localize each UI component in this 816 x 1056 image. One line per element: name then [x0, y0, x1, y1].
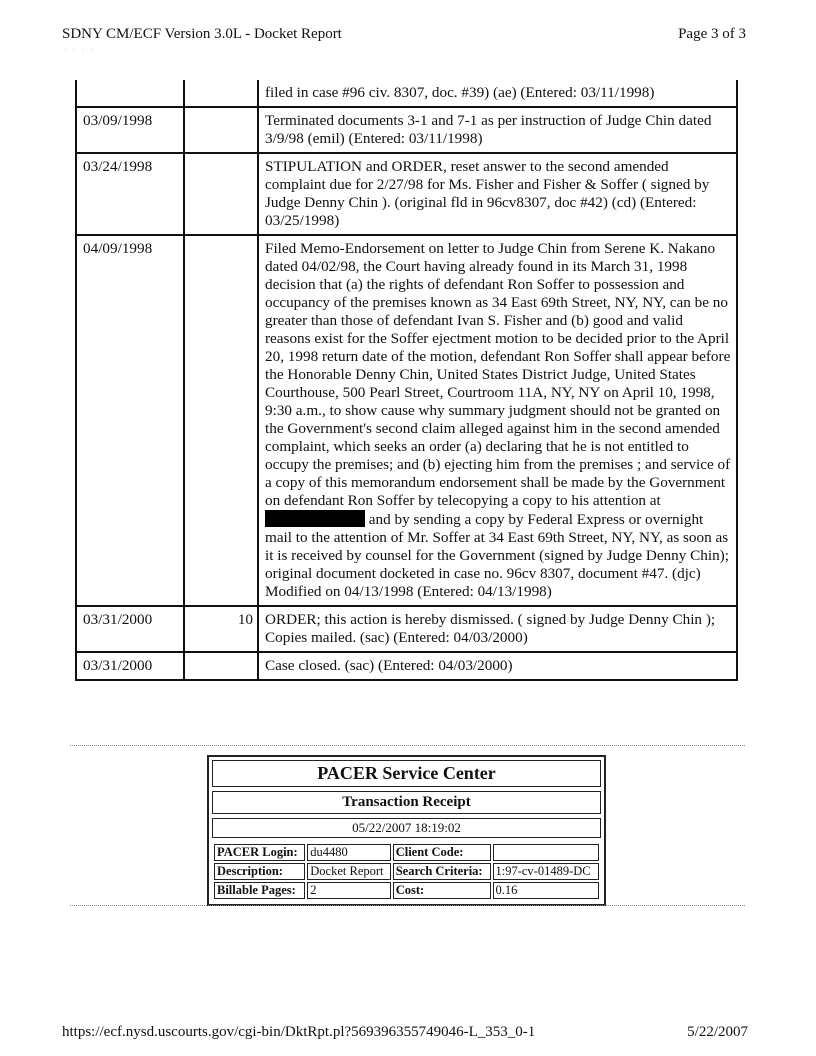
scan-specks: · · · ·	[64, 46, 95, 55]
page-header-title: SDNY CM/ECF Version 3.0L - Docket Report	[62, 26, 342, 42]
cost-label: Cost:	[393, 882, 491, 899]
docket-date: 03/24/1998	[76, 153, 184, 235]
receipt-details	[212, 842, 601, 901]
billable-pages-value: 2	[307, 882, 390, 899]
receipt-subtitle: Transaction Receipt	[212, 791, 601, 814]
search-criteria-label: Search Criteria:	[393, 863, 491, 880]
description-value: Docket Report	[307, 863, 390, 880]
docket-text	[258, 235, 737, 606]
receipt-title: PACER Service Center	[212, 760, 601, 787]
docket-table	[75, 80, 738, 681]
redaction-box	[265, 510, 365, 527]
docket-number	[184, 107, 258, 153]
docket-text-part-a: Filed Memo-Endorsement on letter to Judge Chin from Serene K. Nakano dated 04/02/98, the Court having already found in its March 31, 1998 decision that (a) the rights of defendant Ron Soffer to possession and occupancy of the premises known as 34 East 69th Street, NY, NY, can be no greater than those of defendant Ivan S. Fisher and (b) good and valid reasons exist for the Soffer ejectment motion to be decided prior to the April 20, 1998 return date of the motion, defendant Ron Soffer shall appear before the Honorable Denny Chin, United States District Judge, United States Courthouse, 500 Pearl Street, Courtroom 11A, NY, NY on April 10, 1998, 9:30 a.m., to show cause why summary judgment should not be granted on the Government's second claim alleged against him in the second amended complaint, which seeks an order (a) declaring that he is not entitled to occupy the premises; and (b) ejecting him from the premises ; and service of a copy of this memorandum endorsement shall be made by the Government on defendant Ron Soffer by telecopying a copy to his attention at	[265, 240, 731, 509]
page-number: Page 3 of 3	[678, 26, 746, 42]
docket-row	[76, 153, 737, 235]
footer-date: 5/22/2007	[687, 1024, 748, 1040]
docket-number	[184, 235, 258, 606]
divider	[70, 745, 745, 746]
description-label: Description:	[214, 863, 305, 880]
receipt-timestamp: 05/22/2007 18:19:02	[212, 818, 601, 838]
docket-row	[76, 606, 737, 652]
docket-text-part-b: and by sending a copy by Federal Express or overnight mail to the attention of Mr. Soffer at 34 East 69th Street, NY, NY, as soon as it is received by counsel for the Government (signed by Judge Denny Chin); original document docketed in case no. 96cv 8307, document #47. (djc) Modified on 04/13/1998 (Entered: 04/13/1998)	[265, 511, 729, 600]
docket-number	[184, 80, 258, 107]
docket-date: 04/09/1998	[76, 235, 184, 606]
docket-text: ORDER; this action is hereby dismissed. ( signed by Judge Denny Chin ); Copies mailed. (sac) (Entered: 04/03/2000)	[258, 606, 737, 652]
cost-value: 0.16	[493, 882, 600, 899]
login-label: PACER Login:	[214, 844, 305, 861]
docket-text: Case closed. (sac) (Entered: 04/03/2000)	[258, 652, 737, 680]
docket-number: 10	[184, 606, 258, 652]
search-criteria-value: 1:97-cv-01489-DC	[493, 863, 600, 880]
docket-date: 03/31/2000	[76, 652, 184, 680]
docket-number	[184, 153, 258, 235]
footer-url: https://ecf.nysd.uscourts.gov/cgi-bin/DktRpt.pl?569396355749046-L_353_0-1	[62, 1024, 536, 1040]
docket-date	[76, 80, 184, 107]
pacer-receipt	[207, 755, 606, 906]
login-value: du4480	[307, 844, 390, 861]
docket-date: 03/09/1998	[76, 107, 184, 153]
docket-row	[76, 80, 737, 107]
client-code-label: Client Code:	[393, 844, 491, 861]
divider	[70, 905, 745, 906]
client-code-value	[493, 844, 600, 861]
docket-date: 03/31/2000	[76, 606, 184, 652]
docket-row	[76, 235, 737, 606]
docket-row	[76, 107, 737, 153]
docket-text: Terminated documents 3-1 and 7-1 as per instruction of Judge Chin dated 3/9/98 (emil) (Entered: 03/11/1998)	[258, 107, 737, 153]
docket-row	[76, 652, 737, 680]
docket-number	[184, 652, 258, 680]
billable-pages-label: Billable Pages:	[214, 882, 305, 899]
docket-text: filed in case #96 civ. 8307, doc. #39) (ae) (Entered: 03/11/1998)	[258, 80, 737, 107]
docket-text: STIPULATION and ORDER, reset answer to the second amended complaint due for 2/27/98 for Ms. Fisher and Fisher & Soffer ( signed by Judge Denny Chin ). (original fld in 96cv8307, doc #42) (cd) (Entered: 03/25/1998)	[258, 153, 737, 235]
